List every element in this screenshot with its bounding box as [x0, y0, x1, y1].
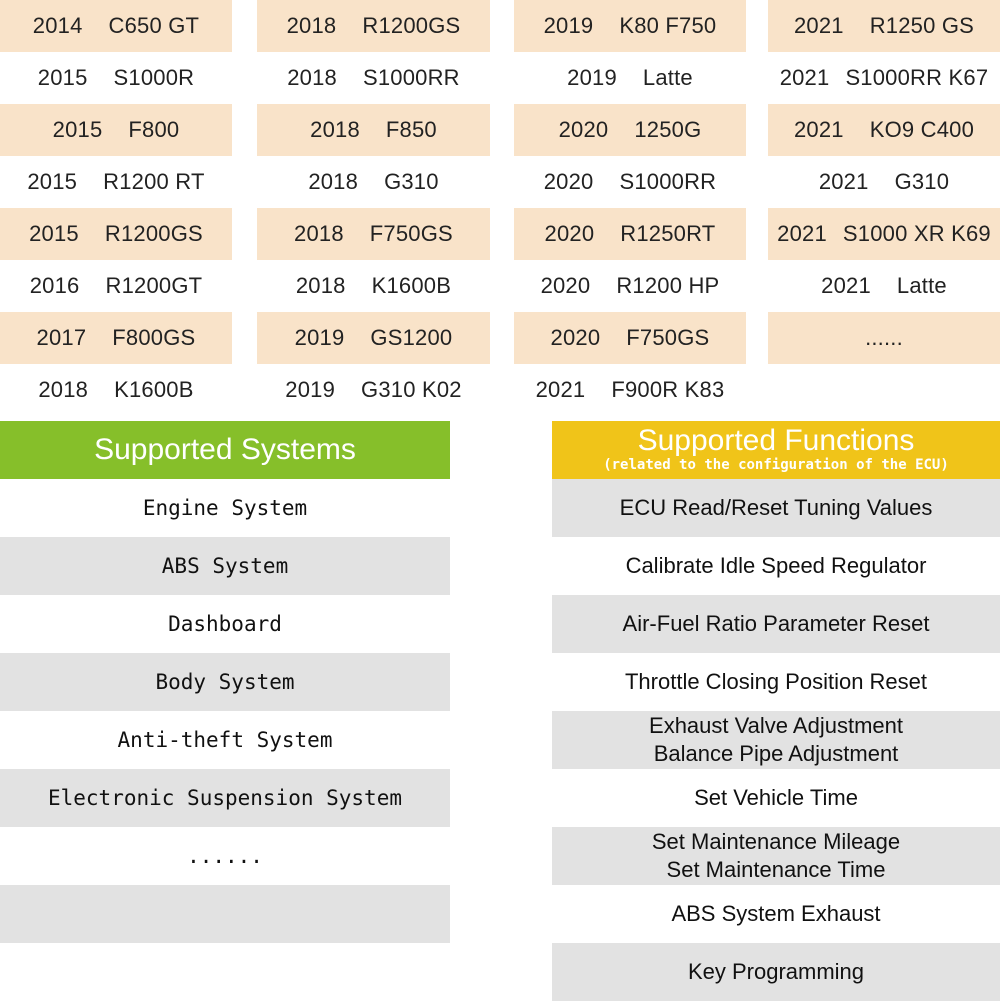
- function-label: Key Programming: [687, 959, 865, 984]
- model-name: F900R K83: [611, 377, 725, 402]
- model-entry: [257, 0, 490, 52]
- model-year: 2015: [29, 221, 79, 246]
- model-entry: [257, 156, 490, 208]
- function-label: Throttle Closing Position Reset: [624, 669, 928, 694]
- system-item: ......: [187, 844, 263, 868]
- system-item: Dashboard: [168, 612, 282, 636]
- model-column-3: [514, 0, 746, 416]
- system-item: Engine System: [142, 496, 308, 520]
- model-entry: [514, 104, 746, 156]
- model-entry: [257, 364, 490, 416]
- model-name: ......: [865, 325, 903, 350]
- model-year: 2019: [543, 13, 594, 38]
- model-entry: [514, 260, 746, 312]
- function-item: [552, 537, 1000, 595]
- model-name: S1000 XR K69: [842, 221, 991, 246]
- model-entry: [768, 260, 1000, 312]
- model-year: 2018: [294, 221, 344, 246]
- systems-list: [0, 479, 450, 943]
- model-year: 2021: [535, 377, 586, 402]
- model-year: 2021: [793, 13, 844, 38]
- model-entry: [0, 156, 232, 208]
- model-name: Latte: [896, 273, 947, 298]
- model-entry: [768, 156, 1000, 208]
- model-year: 2018: [310, 117, 360, 142]
- model-year: 2018: [287, 65, 337, 90]
- model-year: 2018: [295, 273, 346, 298]
- model-year: 2020: [558, 117, 609, 142]
- model-year: 2019: [285, 377, 336, 402]
- supported-systems-panel: [0, 421, 450, 943]
- function-item: [552, 769, 1000, 827]
- model-year: 2021: [779, 65, 830, 90]
- model-year: 2019: [294, 325, 345, 350]
- function-item: [552, 943, 1000, 1001]
- model-year: 2021: [818, 169, 869, 194]
- model-name: G310: [384, 169, 439, 194]
- model-name: R1250 GS: [869, 13, 975, 38]
- function-label: Air-Fuel Ratio Parameter Reset: [622, 611, 930, 636]
- model-entry: [257, 312, 490, 364]
- model-entry: [0, 0, 232, 52]
- model-entry: [514, 312, 746, 364]
- function-label: ABS System Exhaust: [671, 901, 881, 926]
- model-entry: [0, 260, 232, 312]
- function-item: [552, 595, 1000, 653]
- function-item: [552, 711, 1000, 769]
- model-entry: [514, 156, 746, 208]
- function-item: [552, 885, 1000, 943]
- function-label: Calibrate Idle Speed Regulator: [625, 553, 927, 578]
- model-entry: [0, 52, 232, 104]
- system-item: Anti-theft System: [117, 728, 333, 752]
- model-name: F750GS: [369, 221, 453, 246]
- model-year: 2020: [550, 325, 601, 350]
- function-item: [552, 479, 1000, 537]
- model-name: R1200GS: [104, 221, 203, 246]
- model-entry: [768, 52, 1000, 104]
- model-entry: [514, 364, 746, 416]
- model-name: R1250RT: [620, 221, 716, 246]
- supported-systems-header: Supported Systems: [0, 421, 450, 479]
- model-name: C650 GT: [108, 13, 200, 38]
- model-name: R1200 RT: [103, 169, 205, 194]
- model-name: F750GS: [626, 325, 710, 350]
- model-year: 2018: [286, 13, 337, 38]
- function-label: ECU Read/Reset Tuning Values: [619, 495, 933, 520]
- model-name: GS1200: [370, 325, 453, 350]
- model-year: 2020: [544, 221, 595, 246]
- model-entry: [257, 52, 490, 104]
- model-entry: [768, 208, 1000, 260]
- system-item: Electronic Suspension System: [0, 769, 450, 827]
- model-year: 2015: [27, 169, 78, 194]
- model-name: K1600B: [371, 273, 452, 298]
- function-item: [552, 653, 1000, 711]
- model-name: S1000RR: [619, 169, 717, 194]
- model-year: 2020: [540, 273, 591, 298]
- model-entry: [768, 0, 1000, 52]
- model-name: S1000R: [113, 65, 195, 90]
- function-label: Set Maintenance Mileage: [651, 829, 901, 854]
- model-year: 2015: [37, 65, 88, 90]
- model-name: S1000RR K67: [845, 65, 989, 90]
- function-label: Set Vehicle Time: [694, 785, 858, 810]
- model-entry: [768, 104, 1000, 156]
- functions-subtitle: (related to the configuration of the ECU): [603, 457, 949, 473]
- model-name: G310 K02: [361, 377, 462, 402]
- model-year: 2021: [793, 117, 844, 142]
- model-year: 2021: [821, 273, 871, 298]
- model-name: R1200GT: [105, 273, 203, 298]
- model-column-2: [257, 0, 490, 416]
- model-entry: [0, 364, 232, 416]
- model-entry: [257, 260, 490, 312]
- model-name: 1250G: [634, 117, 702, 142]
- model-entry: [257, 104, 490, 156]
- model-entry: [257, 208, 490, 260]
- model-year: 2019: [567, 65, 617, 90]
- model-entry: [768, 312, 1000, 364]
- model-name: R1200GS: [362, 13, 461, 38]
- model-name: R1200 HP: [616, 273, 720, 298]
- model-column-4: [768, 0, 1000, 364]
- function-label: Set Maintenance Time: [666, 857, 886, 882]
- model-name: F850: [385, 117, 437, 142]
- model-year: 2018: [38, 377, 89, 402]
- function-item: [552, 827, 1000, 885]
- supported-functions-panel: [552, 421, 1000, 1001]
- model-name: Latte: [642, 65, 693, 90]
- supported-functions-header: [552, 421, 1000, 479]
- model-column-1: [0, 0, 232, 416]
- model-year: 2021: [777, 221, 827, 246]
- model-name: F800: [128, 117, 180, 142]
- model-name: F800GS: [112, 325, 196, 350]
- model-entry: [514, 208, 746, 260]
- model-year: 2014: [32, 13, 83, 38]
- model-name: K80 F750: [619, 13, 717, 38]
- model-entry: [514, 52, 746, 104]
- model-entry: [514, 0, 746, 52]
- function-label: Exhaust Valve Adjustment: [649, 713, 903, 738]
- model-year: 2015: [52, 117, 103, 142]
- model-name: K1600B: [114, 377, 194, 402]
- system-item: Body System: [0, 653, 450, 711]
- model-entry: [0, 208, 232, 260]
- functions-list: [552, 479, 1000, 1001]
- system-item: [0, 885, 450, 943]
- model-name: KO9 C400: [869, 117, 975, 142]
- model-entry: [0, 312, 232, 364]
- model-year: 2017: [36, 325, 87, 350]
- model-name: S1000RR: [362, 65, 460, 90]
- function-label: Balance Pipe Adjustment: [653, 741, 899, 766]
- model-year: 2018: [308, 169, 359, 194]
- system-item: ABS System: [0, 537, 450, 595]
- model-year: 2016: [29, 273, 80, 298]
- model-name: G310: [894, 169, 950, 194]
- model-year: 2020: [543, 169, 594, 194]
- model-entry: [0, 104, 232, 156]
- functions-title: Supported Functions: [637, 424, 915, 457]
